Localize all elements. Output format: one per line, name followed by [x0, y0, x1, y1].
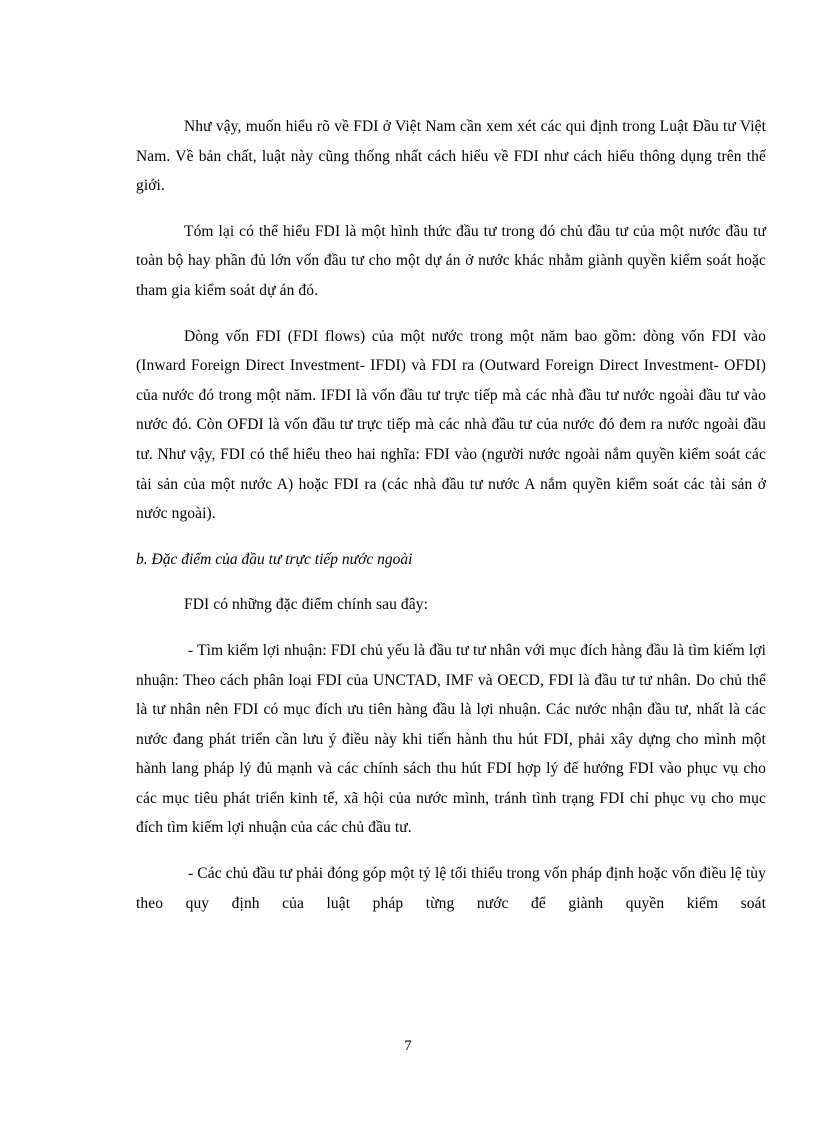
- bullet-minimum-capital: - Các chủ đầu tư phải đóng góp một tỷ lệ tối thiểu trong vốn pháp định hoặc vốn điều lệ tùy theo quy định của luật pháp từng nước để giành quyền kiểm soát: [136, 865, 766, 912]
- section-heading: b. Đặc điểm của đầu tư trực tiếp nước ngoài: [136, 550, 413, 568]
- paragraph-fdi-vietnam-law: Như vậy, muốn hiểu rõ về FDI ở Việt Nam cần xem xét các qui định trong Luật Đầu tư Việt Nam. Về bản chất, luật này cũng thống nhất cách hiểu về FDI như cách hiểu thông dụng trên thế giới.: [136, 118, 766, 195]
- paragraph-intro: FDI có những đặc điểm chính sau đây:: [184, 596, 429, 614]
- bullet-profit-seeking: - Tìm kiếm lợi nhuận: FDI chủ yếu là đầu tư tư nhân với mục đích hàng đầu là tìm kiếm lợi nhuận: Theo cách phân loại FDI của UNCTAD, IMF và OECD, FDI là đầu tư tư nhân. Do chủ thể là tư nhân nên FDI có mục đích ưu tiên hàng đầu là lợi nhuận. Các nước nhận đầu tư, nhất là các nước đang phát triển cần lưu ý điều này khi tiến hành thu hút FDI, phải xây dựng cho mình một hành lang pháp lý đủ mạnh và các chính sách thu hút FDI hợp lý để hướng FDI vào phục vụ cho các mục tiêu phát triển kinh tế, xã hội của nước mình, tránh tình trạng FDI chỉ phục vụ cho mục đích tìm kiếm lợi nhuận của các chủ đầu tư.: [136, 641, 766, 837]
- page-number: 7: [404, 1038, 412, 1054]
- paragraph-fdi-definition: Tóm lại có thể hiểu FDI là một hình thức đầu tư trong đó chủ đầu tư của một nước đầu tư toàn bộ hay phần đủ lớn vốn đầu tư cho một dự án ở nước khác nhằm giành quyền kiểm soát hoặc tham gia kiểm soát dự án đó.: [136, 222, 766, 299]
- paragraph-fdi-flows: Dòng vốn FDI (FDI flows) của một nước trong một năm bao gồm: dòng vốn FDI vào (Inward Foreign Direct Investment- IFDI) và FDI ra (Outward Foreign Direct Investment- OFDI) của nước đó trong một năm. IFDI là vốn đầu tư trực tiếp mà các nhà đầu tư nước ngoài đầu tư vào nước đó. Còn OFDI là vốn đầu tư trực tiếp mà các nhà đầu tư của nước đó đem ra nước ngoài đầu tư. Như vậy, FDI có thể hiểu theo hai nghĩa: FDI vào (người nước ngoài nắm quyền kiểm soát các tài sản của một nước A) hoặc FDI ra (các nhà đầu tư nước A nắm quyền kiểm soát các tài sản ở nước ngoài).: [136, 327, 766, 523]
- document-body: [136, 112, 766, 934]
